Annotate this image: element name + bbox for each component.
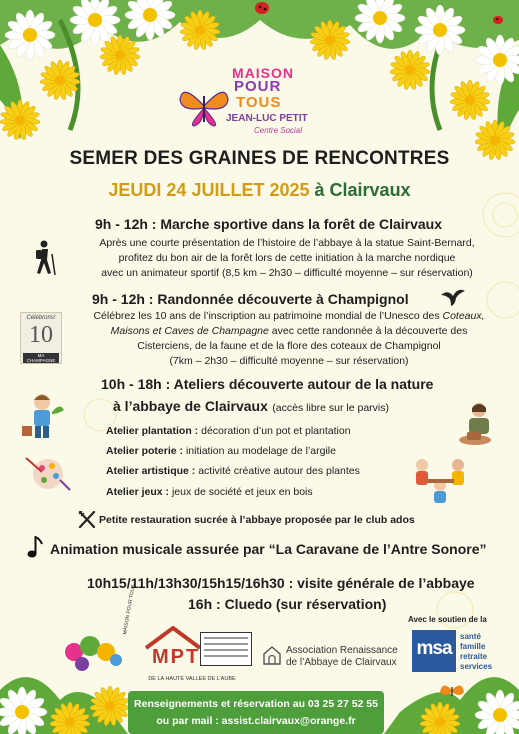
event2-line3: Cisterciens, de la faune et de la flore des coteaux de Champignol [137,340,441,352]
animation-text: Animation musicale assurée par “La Caravane de l’Antre Sonore” [50,541,487,557]
pottery-illustration [455,400,499,450]
event2-line1: Célébrez les 10 ans de l’inscription au patrimoine mondial de l’Unesco des [93,310,440,322]
badge-ma-champagne: MA CHAMPAGNE [23,353,59,363]
msa-line-famille: famille [460,642,486,651]
mpt-haute-vallee-logo [122,584,254,688]
logo-word-tous: TOUS [236,94,282,111]
event1-line1: Après une courte présentation de l’histoire de l’abbaye à la statue Saint-Bernard, [99,237,475,249]
mpt-address-card [200,632,252,666]
badge-celebrons: Célébrons! [26,315,56,321]
soutien-text: Avec le soutien de la [408,615,487,624]
footer-phone: Renseignements et réservation au 03 25 27 52 55 [134,698,378,710]
atelier-poterie-desc: initiation au modelage de l’argile [183,445,336,457]
msa-line-retraite: retraite [460,652,488,661]
msa-letters: msa [416,638,452,659]
association-line1: Association Renaissance [286,645,398,656]
event3-place: à l’abbaye de Clairvaux [113,398,268,414]
atelier-plantation [106,425,351,437]
event3-access: (accès libre sur le parvis) [272,402,390,414]
event-date [0,180,519,201]
fork-knife-icon [78,511,96,529]
event-date-place: à Clairvaux [314,180,411,200]
association-renaissance [286,645,398,669]
atelier-jeux-desc: jeux de société et jeux en bois [169,486,313,498]
event2-description [64,309,514,369]
atelier-poterie [106,445,336,457]
butterfly-icon [176,82,232,130]
atelier-jeux-name: Atelier jeux : [106,486,170,498]
event2-heading: 9h - 12h : Randonnée découverte à Champignol [92,291,409,307]
logo-word-pour: POUR [234,78,282,95]
atelier-plantation-desc: décoration d’un pot et plantation [198,425,351,437]
champagne-10-ans-badge [20,312,62,364]
music-note-icon [27,536,43,558]
event1-line2: profitez du bon air de la forêt lors de cette initiation à la marche nordique [118,252,456,264]
atelier-artistique [106,465,360,477]
footer-email[interactable]: ou par mail : assist.clairvaux@orange.fr [156,715,356,727]
event3-heading-line2 [113,398,389,416]
abbey-icon [262,645,282,665]
art-supplies-illustration [22,452,74,494]
ladybug-icon [255,2,269,14]
logo-word-maison: MAISON [232,65,294,81]
logo-jean-luc-petit: JEAN-LUC PETIT [226,113,308,124]
atelier-poterie-name: Atelier poterie : [106,445,184,457]
msa-slogan [460,632,492,672]
child-gardening-illustration [20,392,66,442]
mpt-small-arc-text: MAISON POUR TOUS [122,584,137,636]
msa-line-services: services [460,662,493,671]
butterfly-icon [440,685,464,696]
bird-icon [440,287,466,307]
footer-contact-box [128,691,384,734]
event2-line4: (7km – 2h30 – difficulté moyenne – sur réservation) [169,355,409,367]
event1-line3: avec un animateur sportif (8,5 km – 2h30 – difficulté moyenne – sur réservation) [101,267,473,279]
ados-club-logo [62,630,126,676]
badge-number: 10 [29,322,53,348]
logo-centre-social: Centre Social [254,126,303,135]
maison-pour-tous-logo [170,62,320,152]
event1-description [60,236,514,281]
event2-line2: avec cette randonnée à la découverte des [268,325,468,337]
page-title: SEMER DES GRAINES DE RENCONTRES [69,148,450,169]
event2-maisons: Maisons et Caves de Champagne [110,325,269,337]
restauration-text: Petite restauration sucrée à l’abbaye proposée par le club ados [99,514,415,526]
atelier-artistique-desc: activité créative autour des plantes [195,465,360,477]
atelier-jeux [106,486,313,498]
hiker-icon [30,240,58,276]
cluedo-text: 16h : Cluedo (sur réservation) [188,596,387,612]
event1-heading: 9h - 12h : Marche sportive dans la forêt de Clairvaux [95,216,442,232]
atelier-plantation-name: Atelier plantation : [106,425,199,437]
atelier-artistique-name: Atelier artistique : [106,465,196,477]
children-games-illustration [410,455,472,507]
msa-logo [412,630,456,672]
mpt-letters: MPT [152,646,201,668]
visites-text: 10h15/11h/13h30/15h15/16h30 : visite générale de l’abbaye [87,575,475,591]
msa-line-sante: santé [460,632,481,641]
association-line2: de l’Abbaye de Clairvaux [286,657,397,668]
event-date-day: JEUDI 24 JUILLET 2025 [108,180,310,200]
event2-coteaux: Coteaux, [442,310,485,322]
mpt-haute-vallee-text: DE LA HAUTE VALLEE DE L’AUBE [148,676,236,682]
event3-heading-line1: 10h - 18h : Ateliers découverte autour de la nature [101,376,434,392]
